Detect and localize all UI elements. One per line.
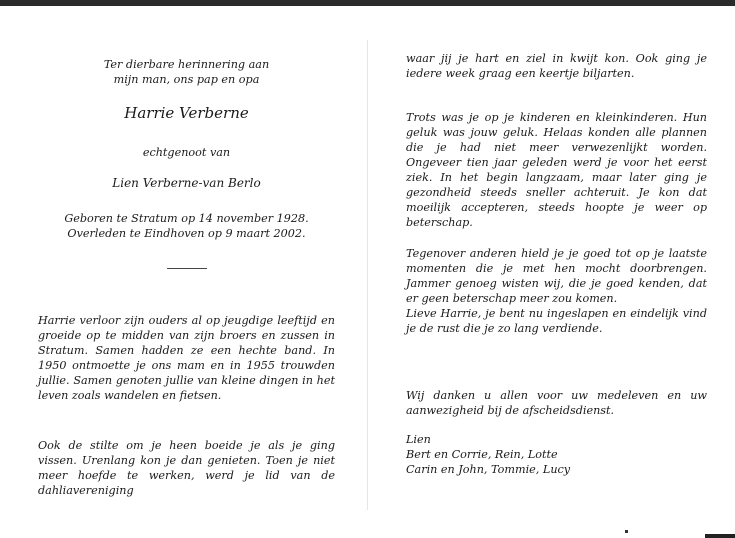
died-line: Overleden te Eindhoven op 9 maart 2002. [67,227,306,240]
fold-line [367,40,368,510]
left-paragraph-2: Ook de stilte om je heen boeide je als je ging vissen. Urenlang kon je dan genieten. Toen je niet meer hoefde te werken, werd je lid van de dahliavereniging [38,439,335,497]
divider-wrap [38,268,335,269]
scan-mark [625,530,628,533]
spouse-name: Lien Verberne-van Berlo [112,176,261,190]
intro-line-2: mijn man, ons pap en opa [113,73,260,86]
signature-line-3: Carin en John, Tommie, Lucy [406,463,571,476]
signature-line-1: Lien [406,433,431,446]
intro-line-1: Ter dierbare herinnering aan [103,58,270,71]
right-paragraph-4: Lieve Harrie, je bent nu ingeslapen en eindelijk vind je de rust die je zo lang verdiende. [406,307,707,335]
top-edge [0,0,735,6]
corner-mark [705,534,735,538]
right-paragraph-3: Tegenover anderen hield je je goed tot op je laatste momenten die je met hen mocht doorbrengen. Jammer genoeg wisten wij, die je goed kenden, dat er geen beterschap meer zou komen. [406,247,707,305]
thanks-text: Wij danken u allen voor uw medeleven en uw aanwezigheid bij de afscheidsdienst. [406,389,707,417]
intro-text [38,57,335,87]
signatures [406,432,707,477]
right-paragraph-2: Trots was je op je kinderen en kleinkinderen. Hun geluk was jouw geluk. Helaas konden alle plannen die je had niet meer verwezenlijkt worden. Ongeveer tien jaar geleden werd je voor het eerst ziek. In het begin langzaam, maar later ging je gezondheid steeds sneller achteruit. Je kon dat moeilijk accepteren, steeds hoopte je weer op beterschap. [406,111,707,229]
deceased-name: Harrie Verberne [124,104,249,122]
divider [167,268,207,269]
dates [38,211,335,241]
spouse-label: echtgenoot van [142,146,231,159]
born-line: Geboren te Stratum op 14 november 1928. [64,212,309,225]
signature-line-2: Bert en Corrie, Rein, Lotte [406,448,558,461]
right-paragraph-1: waar jij je hart en ziel in kwijt kon. Ook ging je iedere week graag een keertje biljarten. [406,52,707,80]
left-paragraph-1: Harrie verloor zijn ouders al op jeugdige leeftijd en groeide op te midden van zijn broers en zussen in Stratum. Samen hadden ze een hechte band. In 1950 ontmoette je ons mam en in 1955 trouwden jullie. Samen genoten jullie van kleine dingen in het leven zoals wandelen en fietsen. [38,314,335,402]
